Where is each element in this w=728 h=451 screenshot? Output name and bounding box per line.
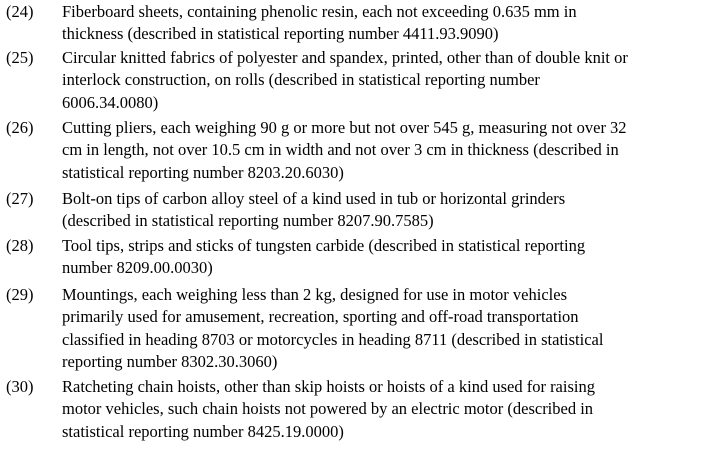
item-number: (27) xyxy=(6,189,34,208)
item-line: number 8209.00.0030) xyxy=(62,258,213,278)
item-line: (described in statistical reporting number 8207.90.7585) xyxy=(62,211,434,231)
item-line: 6006.34.0080) xyxy=(62,92,159,112)
item-line: Fiberboard sheets, containing phenolic resin, each not exceeding 0.635 mm in xyxy=(62,2,577,21)
item-line: statistical reporting number 8425.19.0000) xyxy=(62,421,344,441)
item-line: interlock construction, on rolls (described in statistical reporting number xyxy=(62,70,540,90)
item-line: statistical reporting number 8203.20.6030) xyxy=(62,162,344,182)
item-number: (26) xyxy=(6,118,34,137)
item-line: motor vehicles, such chain hoists not powered by an electric motor (described in xyxy=(62,399,594,419)
item-number: (30) xyxy=(6,377,34,396)
item-text xyxy=(62,47,728,114)
item-text xyxy=(62,284,728,374)
item-line: reporting number 8302.30.3060) xyxy=(62,352,278,372)
item-line: thickness (described in statistical reporting number 4411.93.9090) xyxy=(62,24,499,44)
item-number: (24) xyxy=(6,2,34,21)
item-text xyxy=(62,117,728,184)
item-line: primarily used for amusement, recreation, sporting and off-road transportation xyxy=(62,307,579,327)
item-number: (29) xyxy=(6,285,34,304)
item-line: Tool tips, strips and sticks of tungsten carbide (described in statistical reporting xyxy=(62,236,586,255)
item-line: cm in length, not over 10.5 cm in width and not over 3 cm in thickness (described in xyxy=(62,140,619,160)
item-line: classified in heading 8703 or motorcycles in heading 8711 (described in statistical xyxy=(62,329,604,349)
item-number: (28) xyxy=(6,236,34,255)
item-number: (25) xyxy=(6,48,34,67)
item-text xyxy=(62,188,728,233)
item-line: Ratcheting chain hoists, other than skip hoists or hoists of a kind used for raising xyxy=(62,377,595,396)
item-line: Mountings, each weighing less than 2 kg, designed for use in motor vehicles xyxy=(62,285,567,304)
item-text xyxy=(62,235,728,280)
item-line: Cutting pliers, each weighing 90 g or more but not over 545 g, measuring not over 32 xyxy=(62,118,627,137)
item-line: Circular knitted fabrics of polyester and spandex, printed, other than of double knit or xyxy=(62,48,628,67)
item-text xyxy=(62,1,728,46)
item-text xyxy=(62,376,728,443)
item-line: Bolt-on tips of carbon alloy steel of a kind used in tub or horizontal grinders xyxy=(62,189,566,208)
